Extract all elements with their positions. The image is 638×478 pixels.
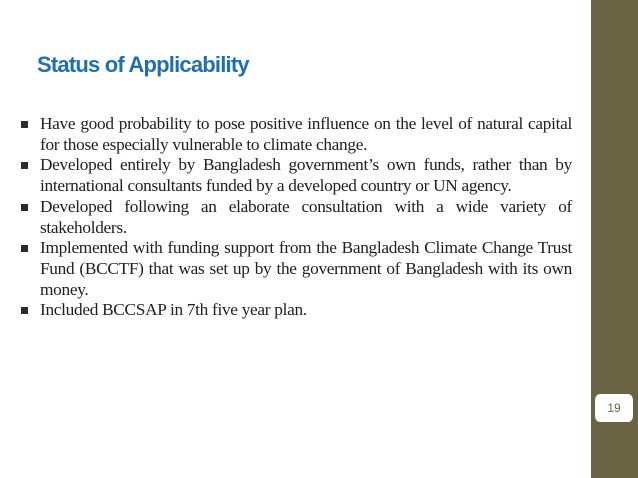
square-bullet-icon xyxy=(21,204,28,211)
square-bullet-icon xyxy=(21,121,28,128)
square-bullet-icon xyxy=(21,245,28,252)
bullet-item xyxy=(20,114,572,155)
bullet-text: Developed entirely by Bangladesh government’s own funds, rather than by international consultants funded by a developed country or UN agency. xyxy=(40,155,572,196)
square-bullet-icon xyxy=(21,162,28,169)
bullet-item xyxy=(20,155,572,196)
bullet-item xyxy=(20,238,572,300)
bullet-item xyxy=(20,300,572,321)
page-number: 19 xyxy=(607,401,621,415)
page-number-badge xyxy=(594,394,634,422)
bullet-text: Implemented with funding support from the Bangladesh Climate Change Trust Fund (BCCTF) that was set up by the government of Bangladesh with its own money. xyxy=(40,238,572,299)
bullet-item xyxy=(20,197,572,238)
square-bullet-icon xyxy=(21,307,28,314)
bullet-text: Included BCCSAP in 7th five year plan. xyxy=(40,300,307,320)
slide-title: Status of Applicability xyxy=(37,52,249,77)
bullet-text: Have good probability to pose positive influence on the level of natural capital for those especially vulnerable to climate change. xyxy=(40,114,572,154)
bullet-list xyxy=(20,114,572,321)
bullet-text: Developed following an elaborate consultation with a wide variety of stakeholders. xyxy=(40,196,572,237)
